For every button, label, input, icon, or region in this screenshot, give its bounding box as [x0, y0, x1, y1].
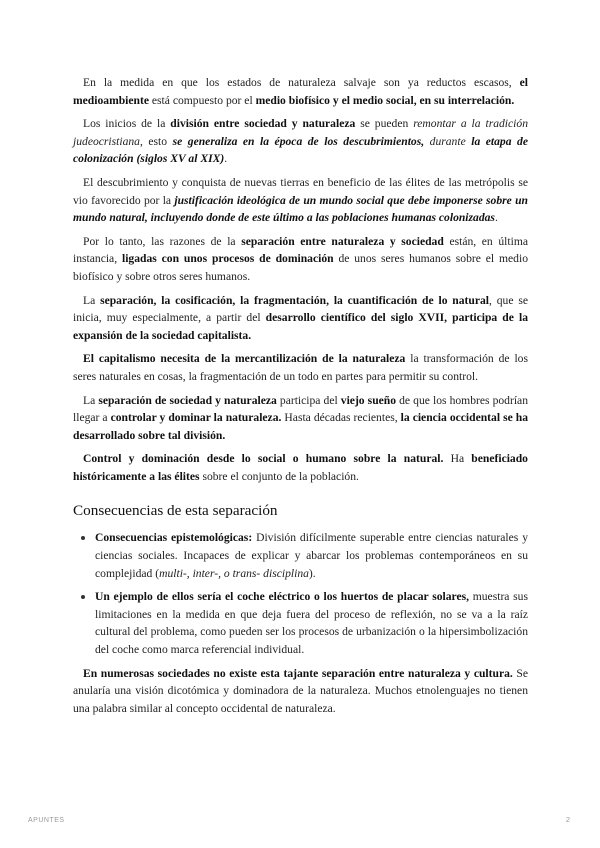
text: , esto: [139, 134, 173, 148]
text: sobre el conjunto de la población.: [199, 469, 359, 483]
bold-text: El capitalismo necesita de la mercantilización de la naturaleza: [83, 352, 406, 366]
paragraph-razones: [73, 233, 528, 286]
bold-italic-text: la etapa de colonización (siglos XV al XIX): [73, 134, 528, 166]
bold-text: división entre sociedad y naturaleza: [170, 117, 356, 131]
bold-text: controlar y dominar la naturaleza.: [110, 411, 282, 425]
list-item: [95, 529, 528, 582]
paragraph-capitalismo: [73, 350, 528, 385]
paragraph-separacion-cosificacion: [73, 292, 528, 345]
italic-text: remontar a la tradición judeocristiana: [73, 117, 528, 148]
italic-text: durante: [424, 134, 472, 148]
paragraph-descubrimiento: [73, 174, 528, 227]
text: Se anularía una visión dicotómica y dominadora de la naturaleza. Muchos etnolenguajes no tienen una palabra similar al concepto occidental de naturaleza.: [73, 666, 528, 715]
paragraph-medioambiente: [73, 74, 528, 109]
bold-text: beneficiado históricamente a las élites: [73, 452, 528, 483]
bullet-icon: [81, 536, 85, 540]
text: División difícilmente superable entre ciencias naturales y ciencias sociales. Incapaces de explicar y abarcar los problemas contemporáneos en su complejidad (: [95, 531, 528, 580]
text: La: [83, 293, 101, 307]
paragraph-control-dominacion: [73, 450, 528, 485]
text: está compuesto por el: [149, 93, 256, 107]
text: participa del: [276, 393, 341, 407]
paragraph-viejo-sueno: [73, 392, 528, 445]
bold-italic-text: justificación ideológica de un mundo social que debe imponerse sobre un mundo natural, incluyendo donde de este último a las poblaciones humanas colonizadas: [73, 193, 528, 225]
text: La: [83, 393, 99, 407]
bold-italic-text: se generaliza en la época de los descubrimientos,: [172, 134, 425, 148]
bullet-icon: [81, 595, 85, 599]
bold-text: En numerosas sociedades no existe esta tajante separación entre naturaleza y cultura.: [83, 666, 513, 680]
footer-label: APUNTES: [28, 817, 65, 824]
text: , que se inicia, muy especialmente, a partir del: [73, 293, 528, 325]
text: de que los hombres podrían llegar a: [73, 393, 529, 425]
text: se pueden: [355, 117, 414, 131]
page-number: 2: [565, 815, 570, 824]
text: están, en última instancia,: [73, 234, 528, 266]
text: ).: [308, 566, 316, 580]
paragraph-inicios-division: [73, 115, 528, 168]
text: En la medida en que los estados de naturaleza salvaje son ya reductos escasos,: [83, 76, 520, 89]
bold-text: medio biofísico y el medio social, en su interrelación.: [255, 93, 515, 107]
text: Por lo tanto, las razones de la: [83, 234, 242, 248]
section-heading: Consecuencias de esta separación: [73, 502, 278, 520]
bold-text: Control y dominación desde lo social o humano sobre la natural.: [83, 452, 444, 466]
bold-text: desarrollo científico del siglo XVII, participa de la expansión de la sociedad capitalista.: [73, 311, 528, 342]
document-body: [73, 74, 528, 723]
text: .: [494, 211, 498, 225]
text: Hasta décadas recientes,: [281, 411, 401, 425]
text: muestra sus limitaciones en la medida en que deja fuera del proceso de reflexión, no se va a la raíz cultural del problema, como pueden ser los procesos de urbanización o la hipersimbolización del coche como marca referencial individual.: [95, 590, 528, 657]
paragraph-closing: [73, 665, 528, 718]
text: de unos seres humanos sobre el medio biofísico y sobre otros seres humanos.: [73, 252, 528, 283]
text: El descubrimiento y conquista de nuevas tierras en beneficio de las élites de las metrópolis se vio favorecido por la: [73, 175, 528, 207]
text: .: [224, 152, 228, 166]
list-item: [95, 588, 528, 658]
text: Los inicios de la: [83, 117, 171, 131]
bullet-list: [73, 529, 528, 658]
bold-text: separación, la cosificación, la fragmentación, la cuantificación de lo natural: [100, 293, 490, 307]
bold-text: Un ejemplo de ellos sería el coche eléctrico o los huertos de placar solares,: [95, 590, 470, 604]
bold-text: viejo sueño: [340, 393, 397, 407]
text: Ha: [443, 452, 472, 466]
bold-text: ligadas con unos procesos de dominación: [121, 252, 334, 266]
bold-text: separación de sociedad y naturaleza: [98, 393, 277, 407]
bold-text: el medioambiente: [73, 76, 528, 107]
text: la transformación de los seres naturales en cosas, la fragmentación de un todo en partes para permitir su control.: [73, 352, 528, 383]
bold-text: la ciencia occidental se ha desarrollado sobre tal división.: [73, 411, 528, 442]
bold-text: separación entre naturaleza y sociedad: [241, 234, 444, 248]
bold-text: Consecuencias epistemológicas:: [95, 531, 253, 545]
italic-text: multi-, inter-, o trans- disciplina: [159, 566, 309, 580]
